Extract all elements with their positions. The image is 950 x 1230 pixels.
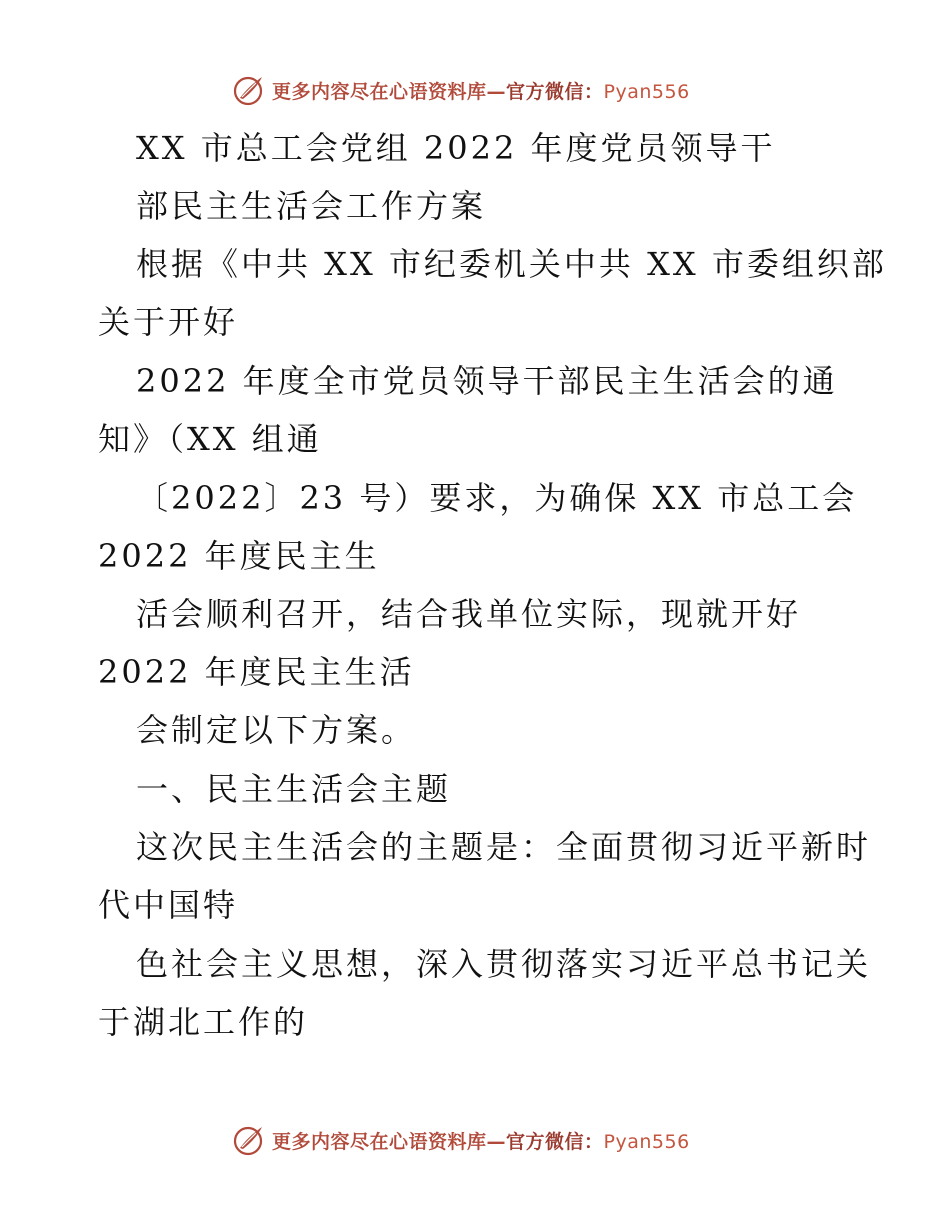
doc-line-11: 会制定以下方案。 — [136, 711, 417, 749]
banner-wechat-id: Pyan556 — [603, 1130, 690, 1153]
doc-line-15: 色社会主义思想，深入贯彻落实习近平总书记关 — [136, 945, 872, 983]
doc-line-8: 2022 年度民主生 — [98, 537, 380, 575]
banner-wechat-id: Pyan556 — [603, 80, 690, 103]
doc-line-12: 一、民主生活会主题 — [136, 770, 452, 808]
doc-line-5: 2022 年度全市党员领导干部民主生活会的通 — [136, 362, 838, 400]
header-watermark-banner — [232, 70, 690, 110]
doc-line-1: XX 市总工会党组 2022 年度党员领导干 — [136, 129, 776, 167]
doc-line-14: 代中国特 — [98, 886, 239, 924]
banner-wechat-label: 官方微信： — [506, 80, 604, 103]
doc-line-6: 知》（XX 组通 — [98, 420, 322, 458]
banner-site-text: 更多内容尽在心语资料库 — [272, 1130, 487, 1153]
banner-site-text: 更多内容尽在心语资料库 — [272, 80, 487, 103]
footer-watermark-banner — [232, 1120, 690, 1160]
doc-line-7: 〔2022〕23 号）要求，为确保 XX 市总工会 — [136, 479, 858, 517]
doc-line-10: 2022 年度民主生活 — [98, 653, 415, 691]
quill-pen-logo-icon — [232, 1122, 268, 1158]
doc-line-9: 活会顺利召开，结合我单位实际，现就开好 — [136, 595, 802, 633]
doc-line-16: 于湖北工作的 — [98, 1003, 309, 1041]
banner-wechat-label: 官方微信： — [506, 1130, 604, 1153]
doc-line-4: 关于开好 — [98, 303, 239, 341]
doc-line-3: 根据《中共 XX 市纪委机关中共 XX 市委组织部 — [136, 245, 887, 283]
banner-separator: — — [486, 1130, 507, 1153]
doc-line-2: 部民主生活会工作方案 — [136, 187, 487, 225]
quill-pen-logo-icon — [232, 72, 268, 108]
banner-separator: — — [486, 80, 507, 103]
doc-line-13: 这次民主生活会的主题是：全面贯彻习近平新时 — [136, 828, 872, 866]
